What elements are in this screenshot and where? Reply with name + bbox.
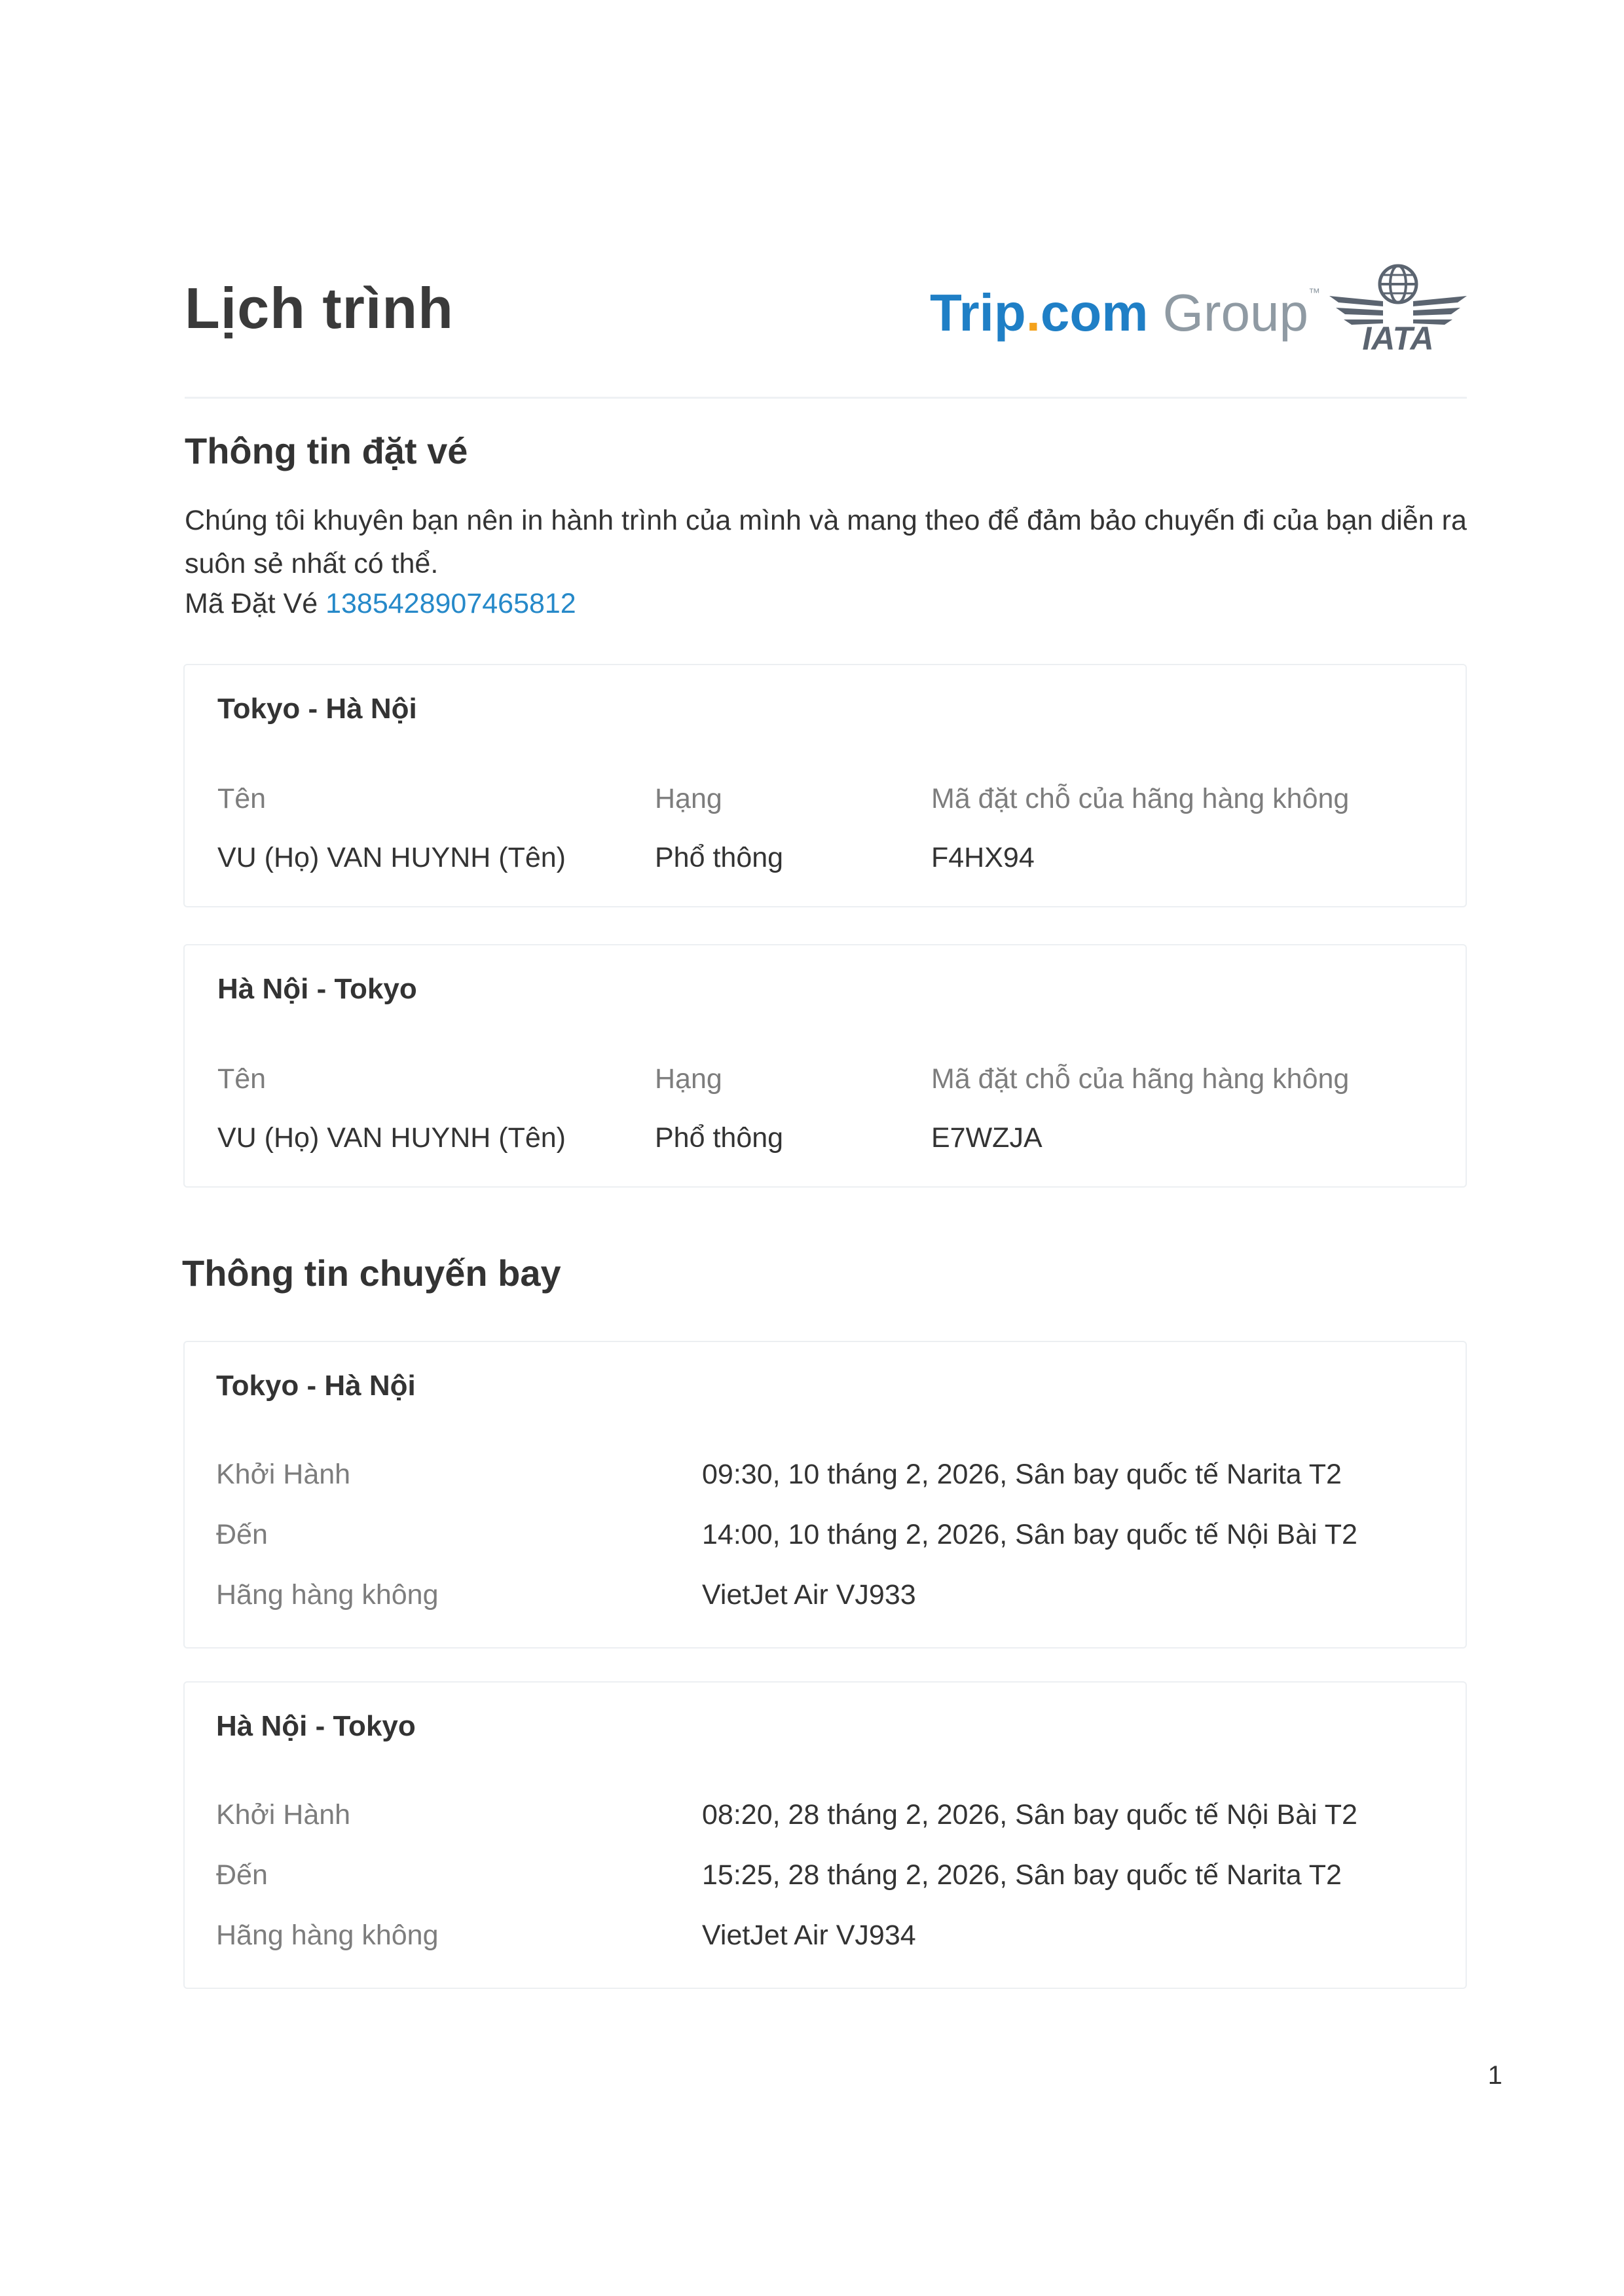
- passenger-name-label: Tên: [217, 1063, 267, 1095]
- booking-number-link[interactable]: 1385428907465812: [325, 588, 576, 619]
- tripcom-group-logo: [930, 283, 1320, 342]
- passenger-class-value: Phổ thông: [655, 842, 784, 873]
- departure-label: Khởi Hành: [216, 1459, 351, 1490]
- flight-card-outbound: [183, 1341, 1467, 1649]
- passenger-name-value: VU (Họ) VAN HUYNH (Tên): [217, 1122, 566, 1154]
- airline-pnr-value: F4HX94: [931, 842, 1035, 873]
- booking-number-label: Mã Đặt Vé: [185, 588, 318, 619]
- logo-group-word: Group: [1148, 283, 1308, 342]
- page-title: Lịch trình: [185, 276, 454, 340]
- airline-value: VietJet Air VJ934: [702, 1920, 916, 1951]
- passenger-card-route: Tokyo - Hà Nội: [217, 693, 417, 725]
- arrival-label: Đến: [216, 1859, 268, 1891]
- arrival-value: 14:00, 10 tháng 2, 2026, Sân bay quốc tế Nội Bài T2: [702, 1519, 1357, 1550]
- passenger-class-label: Hạng: [655, 783, 722, 814]
- flight-info-heading: Thông tin chuyến bay: [182, 1252, 561, 1294]
- departure-value: 09:30, 10 tháng 2, 2026, Sân bay quốc tế Narita T2: [702, 1459, 1342, 1490]
- booking-info-heading: Thông tin đặt vé: [185, 430, 468, 471]
- iata-globe-icon: [1380, 266, 1416, 302]
- passenger-name-value: VU (Họ) VAN HUYNH (Tên): [217, 842, 566, 873]
- flight-card-return: [183, 1681, 1467, 1989]
- airline-pnr-label: Mã đặt chỗ của hãng hàng không: [931, 783, 1350, 814]
- departure-label: Khởi Hành: [216, 1799, 351, 1831]
- airline-label: Hãng hàng không: [216, 1920, 439, 1951]
- iata-logo: [1329, 262, 1467, 354]
- passenger-card-return: [183, 944, 1467, 1188]
- arrival-label: Đến: [216, 1519, 268, 1550]
- passenger-name-label: Tên: [217, 783, 267, 814]
- arrival-value: 15:25, 28 tháng 2, 2026, Sân bay quốc tế Narita T2: [702, 1859, 1342, 1891]
- flight-card-route: Hà Nội - Tokyo: [216, 1710, 416, 1742]
- header-divider: [185, 397, 1467, 399]
- logo-dot: .: [1025, 283, 1041, 342]
- iata-wordmark: IATA: [1362, 320, 1434, 354]
- airline-pnr-label: Mã đặt chỗ của hãng hàng không: [931, 1063, 1350, 1095]
- passenger-class-label: Hạng: [655, 1063, 722, 1095]
- airline-pnr-value: E7WZJA: [931, 1122, 1043, 1154]
- passenger-class-value: Phổ thông: [655, 1122, 784, 1154]
- airline-label: Hãng hàng không: [216, 1579, 439, 1611]
- logo-trademark: ™: [1308, 286, 1320, 299]
- logo-trip-word: Trip: [930, 283, 1026, 342]
- print-advice-text: Chúng tôi khuyên bạn nên in hành trình của mình và mang theo để đảm bảo chuyến đi của bạn diễn ra suôn sẻ nhất có thể.: [185, 505, 1467, 579]
- airline-value: VietJet Air VJ933: [702, 1579, 916, 1611]
- flight-card-route: Tokyo - Hà Nội: [216, 1370, 416, 1402]
- passenger-card-route: Hà Nội - Tokyo: [217, 973, 417, 1005]
- logo-com-word: com: [1040, 283, 1149, 342]
- departure-value: 08:20, 28 tháng 2, 2026, Sân bay quốc tế Nội Bài T2: [702, 1799, 1357, 1831]
- booking-number-row: [185, 588, 576, 620]
- page-number: 1: [1488, 2061, 1503, 2090]
- passenger-card-outbound: [183, 664, 1467, 907]
